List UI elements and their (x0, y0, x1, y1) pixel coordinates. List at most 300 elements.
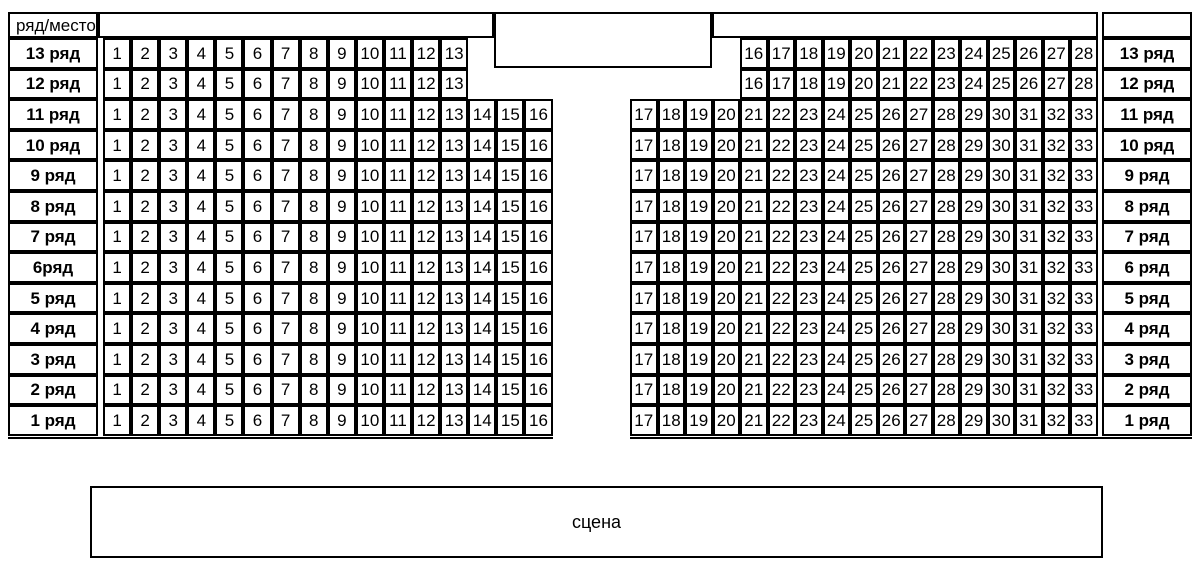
seat: 18 (658, 130, 686, 161)
seat: 10 (356, 130, 384, 161)
seat: 20 (713, 191, 741, 222)
seat: 24 (960, 69, 988, 100)
seat: 29 (960, 222, 988, 253)
seat: 32 (1043, 405, 1071, 436)
seat: 28 (933, 313, 961, 344)
seat: 27 (905, 405, 933, 436)
seat: 22 (768, 99, 796, 130)
seat: 22 (768, 130, 796, 161)
seat: 20 (713, 405, 741, 436)
seat: 3 (159, 405, 187, 436)
seat: 18 (658, 375, 686, 406)
seat: 24 (960, 38, 988, 69)
row-label-right: 8 ряд (1102, 191, 1192, 222)
seat: 4 (187, 191, 215, 222)
seat: 7 (272, 344, 300, 375)
seat: 11 (384, 130, 412, 161)
seat: 8 (300, 252, 328, 283)
seat: 17 (630, 313, 658, 344)
seat: 30 (988, 344, 1016, 375)
seat: 26 (878, 344, 906, 375)
seat: 27 (905, 344, 933, 375)
seat: 13 (440, 405, 468, 436)
seat: 23 (795, 99, 823, 130)
seat: 2 (131, 191, 159, 222)
seat: 26 (878, 375, 906, 406)
seat-row-left (103, 222, 553, 253)
seat: 5 (215, 405, 243, 436)
seat: 20 (713, 344, 741, 375)
seat-row-left (103, 130, 553, 161)
seat: 32 (1043, 160, 1071, 191)
seat: 2 (131, 375, 159, 406)
seat: 30 (988, 222, 1016, 253)
seat: 30 (988, 405, 1016, 436)
seat: 6 (243, 160, 271, 191)
seat: 10 (356, 38, 384, 69)
row-label-left: 10 ряд (8, 130, 98, 161)
seat: 14 (468, 313, 496, 344)
seat: 27 (1043, 69, 1071, 100)
seat: 6 (243, 130, 271, 161)
seat: 23 (795, 252, 823, 283)
seat: 33 (1070, 252, 1098, 283)
seat: 10 (356, 160, 384, 191)
seat: 19 (685, 160, 713, 191)
seat: 28 (933, 191, 961, 222)
seat: 25 (850, 191, 878, 222)
seat: 19 (685, 375, 713, 406)
seat: 13 (440, 252, 468, 283)
seat: 21 (740, 130, 768, 161)
seat: 27 (905, 191, 933, 222)
seat: 27 (905, 160, 933, 191)
seat: 14 (468, 375, 496, 406)
seat: 6 (243, 283, 271, 314)
seat: 6 (243, 252, 271, 283)
seat: 32 (1043, 283, 1071, 314)
seat: 21 (740, 160, 768, 191)
seat: 11 (384, 405, 412, 436)
seat: 6 (243, 99, 271, 130)
seat: 23 (933, 69, 961, 100)
row-label-right: 12 ряд (1102, 69, 1192, 100)
seat: 29 (960, 313, 988, 344)
seat: 27 (905, 375, 933, 406)
seat: 4 (187, 252, 215, 283)
seat: 9 (328, 69, 356, 100)
seat: 32 (1043, 344, 1071, 375)
seat: 29 (960, 344, 988, 375)
seat: 23 (795, 283, 823, 314)
seat: 31 (1015, 344, 1043, 375)
seat: 17 (630, 344, 658, 375)
seat: 4 (187, 222, 215, 253)
seat-row-right (630, 160, 1098, 191)
seat: 21 (740, 191, 768, 222)
seat: 27 (905, 313, 933, 344)
seat: 9 (328, 38, 356, 69)
seat: 9 (328, 313, 356, 344)
seat-row-right (630, 99, 1098, 130)
seat: 2 (131, 69, 159, 100)
seat: 31 (1015, 252, 1043, 283)
seat: 4 (187, 344, 215, 375)
seat: 5 (215, 69, 243, 100)
right-header-cell (1102, 12, 1192, 38)
seat: 4 (187, 283, 215, 314)
seat: 8 (300, 405, 328, 436)
seat: 25 (988, 38, 1016, 69)
seat-row-right (630, 69, 1098, 100)
seat: 33 (1070, 99, 1098, 130)
seat: 26 (878, 283, 906, 314)
seat: 17 (768, 38, 796, 69)
seat: 22 (905, 69, 933, 100)
seat: 24 (823, 130, 851, 161)
seat: 8 (300, 38, 328, 69)
seat: 14 (468, 222, 496, 253)
seat: 10 (356, 252, 384, 283)
seat: 21 (740, 252, 768, 283)
seat: 26 (878, 313, 906, 344)
seat-row-right (630, 405, 1098, 436)
seat: 16 (524, 344, 552, 375)
seat: 2 (131, 283, 159, 314)
seat: 16 (524, 99, 552, 130)
seat: 2 (131, 405, 159, 436)
seat: 20 (713, 252, 741, 283)
seat: 18 (658, 313, 686, 344)
row-label-right: 11 ряд (1102, 99, 1192, 130)
seat: 6 (243, 405, 271, 436)
seat: 11 (384, 222, 412, 253)
seat: 23 (933, 38, 961, 69)
seat: 23 (795, 191, 823, 222)
seat: 16 (524, 222, 552, 253)
seat: 30 (988, 252, 1016, 283)
seat: 18 (658, 160, 686, 191)
seat: 1 (103, 405, 131, 436)
seat: 25 (850, 344, 878, 375)
seat: 33 (1070, 344, 1098, 375)
seat: 23 (795, 375, 823, 406)
seat: 21 (740, 99, 768, 130)
seat: 12 (412, 191, 440, 222)
seat: 25 (850, 405, 878, 436)
seat: 13 (440, 99, 468, 130)
seat: 22 (768, 160, 796, 191)
seat: 16 (524, 283, 552, 314)
seat: 7 (272, 222, 300, 253)
seat: 27 (905, 99, 933, 130)
seat: 13 (440, 130, 468, 161)
seat: 33 (1070, 222, 1098, 253)
seat: 24 (823, 283, 851, 314)
seat: 12 (412, 344, 440, 375)
seat: 3 (159, 313, 187, 344)
seat: 10 (356, 313, 384, 344)
seat: 33 (1070, 405, 1098, 436)
seat: 20 (850, 69, 878, 100)
seat: 12 (412, 313, 440, 344)
seat: 33 (1070, 160, 1098, 191)
seat: 5 (215, 375, 243, 406)
seat: 18 (658, 405, 686, 436)
seat: 10 (356, 375, 384, 406)
seat: 19 (685, 130, 713, 161)
seat-row-right (630, 252, 1098, 283)
seat: 9 (328, 252, 356, 283)
seat: 11 (384, 160, 412, 191)
seat: 2 (131, 222, 159, 253)
seat: 29 (960, 160, 988, 191)
seat: 12 (412, 252, 440, 283)
seat: 30 (988, 99, 1016, 130)
seat: 31 (1015, 375, 1043, 406)
seat: 13 (440, 283, 468, 314)
seat-row-left (103, 252, 553, 283)
row-label-left: 11 ряд (8, 99, 98, 130)
seat-row-right (630, 313, 1098, 344)
seat: 30 (988, 375, 1016, 406)
seat: 7 (272, 405, 300, 436)
seat: 4 (187, 405, 215, 436)
seat: 24 (823, 160, 851, 191)
seat: 18 (795, 38, 823, 69)
seat: 13 (440, 375, 468, 406)
seat: 22 (768, 344, 796, 375)
seat: 23 (795, 160, 823, 191)
seat: 31 (1015, 99, 1043, 130)
seat: 1 (103, 344, 131, 375)
row-label-left: 4 ряд (8, 313, 98, 344)
seat: 32 (1043, 375, 1071, 406)
seat: 6 (243, 69, 271, 100)
seat: 21 (740, 283, 768, 314)
seat: 12 (412, 130, 440, 161)
seat: 19 (685, 405, 713, 436)
seat: 33 (1070, 191, 1098, 222)
seat: 12 (412, 160, 440, 191)
stage-label: сцена (571, 511, 622, 532)
seat: 5 (215, 222, 243, 253)
seat: 6 (243, 375, 271, 406)
seat: 7 (272, 160, 300, 191)
seat: 30 (988, 191, 1016, 222)
seat: 25 (850, 375, 878, 406)
seat: 9 (328, 283, 356, 314)
seat: 31 (1015, 313, 1043, 344)
header-strip-right (712, 12, 1098, 38)
seat: 13 (440, 313, 468, 344)
seat: 14 (468, 160, 496, 191)
seat: 12 (412, 38, 440, 69)
seat: 8 (300, 283, 328, 314)
seat: 2 (131, 130, 159, 161)
seat: 17 (630, 252, 658, 283)
seat: 28 (933, 405, 961, 436)
seat: 11 (384, 313, 412, 344)
seat: 5 (215, 283, 243, 314)
seat: 4 (187, 313, 215, 344)
seat: 19 (685, 344, 713, 375)
seat: 4 (187, 375, 215, 406)
seat: 25 (850, 313, 878, 344)
seat: 23 (795, 130, 823, 161)
seat: 25 (850, 99, 878, 130)
seat-row-left (103, 69, 553, 100)
seat: 11 (384, 375, 412, 406)
seat: 3 (159, 69, 187, 100)
seat: 17 (630, 405, 658, 436)
row-label-left: 5 ряд (8, 283, 98, 314)
seat: 1 (103, 375, 131, 406)
row-label-right: 10 ряд (1102, 130, 1192, 161)
seat: 2 (131, 252, 159, 283)
seat: 3 (159, 283, 187, 314)
seat: 31 (1015, 283, 1043, 314)
seat-row-left (103, 405, 553, 436)
seat: 24 (823, 344, 851, 375)
seat: 24 (823, 313, 851, 344)
seat: 20 (713, 160, 741, 191)
seat: 25 (850, 222, 878, 253)
seat: 33 (1070, 283, 1098, 314)
seat: 22 (768, 283, 796, 314)
row-label-left: 12 ряд (8, 69, 98, 100)
seat: 21 (740, 375, 768, 406)
seat: 17 (630, 191, 658, 222)
seat: 12 (412, 283, 440, 314)
seat: 24 (823, 375, 851, 406)
row-label-left: 13 ряд (8, 38, 98, 69)
row-label-left: 9 ряд (8, 160, 98, 191)
seat: 25 (850, 252, 878, 283)
seat: 13 (440, 222, 468, 253)
seat: 7 (272, 99, 300, 130)
seat: 15 (496, 405, 524, 436)
seat-row-right (630, 38, 1098, 69)
seat: 15 (496, 283, 524, 314)
seat: 15 (496, 191, 524, 222)
right-row-labels (1102, 38, 1192, 436)
seat: 14 (468, 405, 496, 436)
seat: 15 (496, 160, 524, 191)
seat-row-right (630, 222, 1098, 253)
header-strip-left (98, 12, 494, 38)
seat: 5 (215, 344, 243, 375)
seat: 11 (384, 191, 412, 222)
seat: 31 (1015, 405, 1043, 436)
seat: 28 (933, 99, 961, 130)
row-label-left: 7 ряд (8, 222, 98, 253)
seat: 16 (524, 160, 552, 191)
seat: 28 (933, 375, 961, 406)
seat: 14 (468, 283, 496, 314)
seat: 30 (988, 130, 1016, 161)
seat: 7 (272, 313, 300, 344)
seat: 12 (412, 99, 440, 130)
seat: 17 (630, 283, 658, 314)
seat-row-right (630, 344, 1098, 375)
seat: 6 (243, 222, 271, 253)
seat: 7 (272, 130, 300, 161)
seat: 24 (823, 405, 851, 436)
seat: 32 (1043, 99, 1071, 130)
seat-row-right (630, 130, 1098, 161)
seat-row-left (103, 283, 553, 314)
seat: 17 (630, 222, 658, 253)
left-row-labels (8, 38, 98, 436)
seat: 27 (905, 252, 933, 283)
seat: 30 (988, 313, 1016, 344)
seat: 7 (272, 69, 300, 100)
seat: 21 (878, 69, 906, 100)
seat: 22 (768, 191, 796, 222)
seat: 21 (740, 222, 768, 253)
seat: 28 (933, 222, 961, 253)
seat: 23 (795, 313, 823, 344)
seat: 12 (412, 69, 440, 100)
seat: 31 (1015, 191, 1043, 222)
seat: 12 (412, 222, 440, 253)
stage (90, 486, 1103, 558)
seat: 16 (740, 38, 768, 69)
seat: 25 (850, 130, 878, 161)
row-label-left: 1 ряд (8, 405, 98, 436)
seat: 22 (768, 252, 796, 283)
seat: 26 (878, 191, 906, 222)
seat: 24 (823, 191, 851, 222)
seat: 20 (713, 375, 741, 406)
seat: 15 (496, 252, 524, 283)
seat: 3 (159, 191, 187, 222)
seat: 29 (960, 252, 988, 283)
row-label-right: 13 ряд (1102, 38, 1192, 69)
seat: 17 (630, 375, 658, 406)
seat: 23 (795, 222, 823, 253)
seat: 8 (300, 130, 328, 161)
row-label-right: 2 ряд (1102, 375, 1192, 406)
seat: 9 (328, 191, 356, 222)
seat: 22 (768, 375, 796, 406)
seat: 19 (685, 283, 713, 314)
left-seat-block (103, 38, 553, 436)
seat: 4 (187, 160, 215, 191)
seat: 27 (905, 130, 933, 161)
corner-header-cell: ряд/место (8, 12, 98, 38)
seat: 28 (933, 252, 961, 283)
seat: 9 (328, 375, 356, 406)
seat-row-left (103, 313, 553, 344)
seat: 3 (159, 344, 187, 375)
seat: 23 (795, 405, 823, 436)
seat: 9 (328, 160, 356, 191)
seat: 7 (272, 191, 300, 222)
seat: 17 (768, 69, 796, 100)
seat: 32 (1043, 130, 1071, 161)
seat: 29 (960, 130, 988, 161)
seat: 5 (215, 130, 243, 161)
seat: 9 (328, 130, 356, 161)
seat: 11 (384, 252, 412, 283)
seat-row-left (103, 38, 553, 69)
seat: 12 (412, 375, 440, 406)
seat: 7 (272, 375, 300, 406)
seat: 27 (905, 283, 933, 314)
seat: 24 (823, 222, 851, 253)
